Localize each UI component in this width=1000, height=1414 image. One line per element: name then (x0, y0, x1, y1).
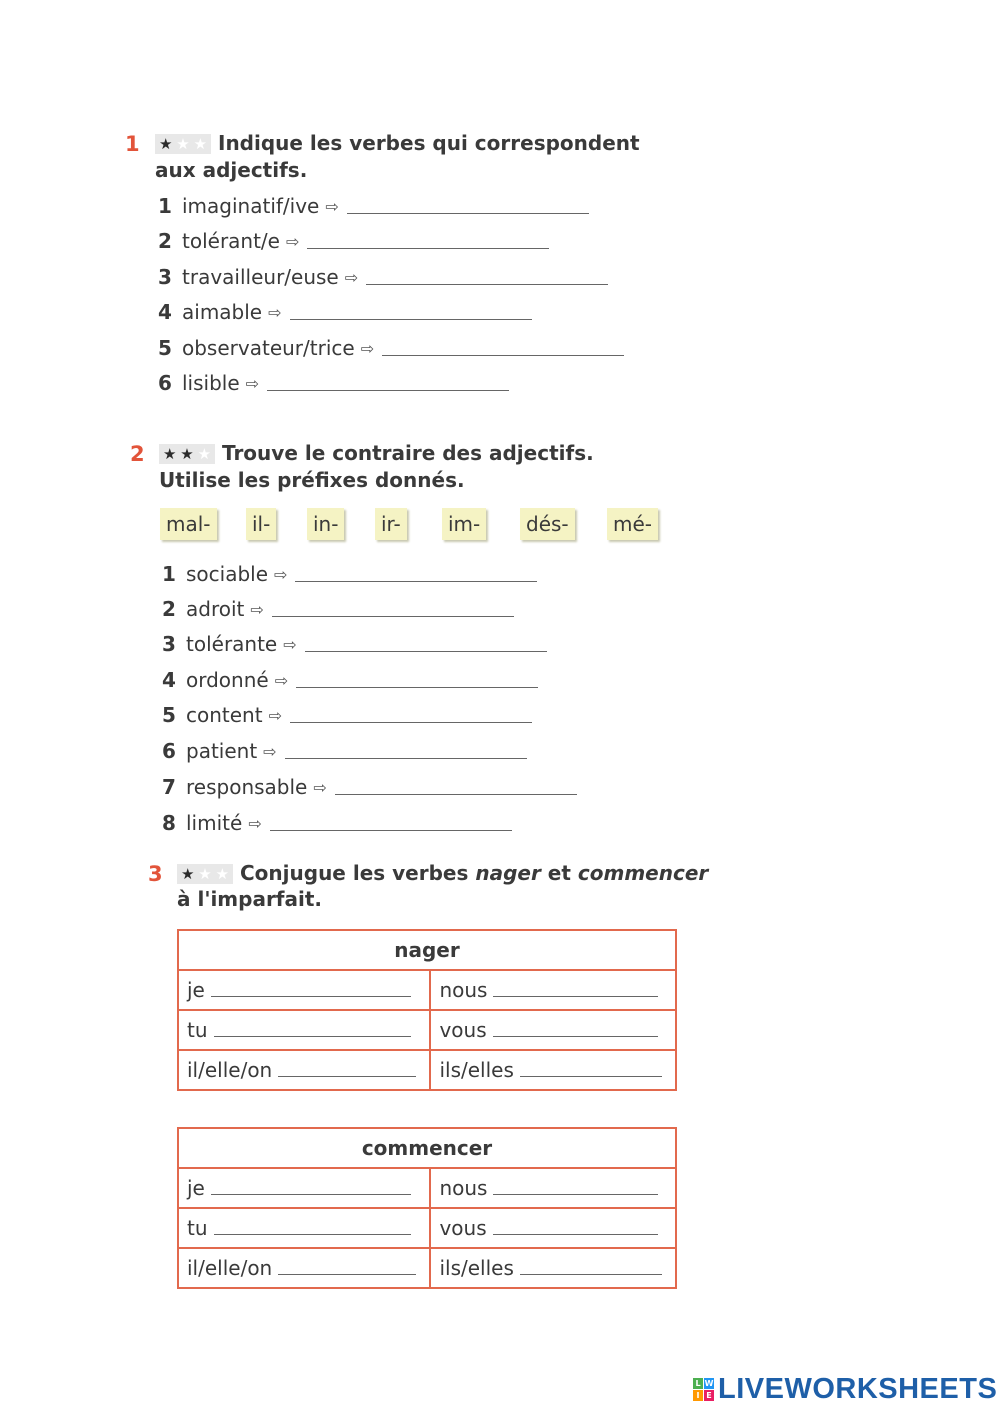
difficulty-stars (177, 864, 233, 884)
arrow-right-icon: ⇨ (268, 302, 282, 322)
item-number: 8 (162, 811, 176, 835)
arrow-right-icon: ⇨ (274, 670, 289, 690)
list-item (162, 703, 532, 727)
arrow-right-icon: ⇨ (285, 231, 300, 251)
exercise-title-line2: à l'imparfait. (177, 887, 323, 911)
answer-blank[interactable] (290, 305, 532, 320)
answer-blank[interactable] (493, 984, 658, 997)
answer-blank[interactable] (493, 1222, 658, 1235)
item-number: 4 (162, 668, 176, 692)
prefix-card: ir- (375, 508, 407, 540)
item-word: tolérant/e (182, 229, 280, 253)
item-number: 3 (158, 265, 172, 289)
arrow-right-icon: ⇨ (250, 599, 264, 619)
answer-blank[interactable] (520, 1064, 662, 1077)
answer-blank[interactable] (272, 602, 514, 617)
item-word: patient (186, 739, 258, 763)
item-number: 6 (158, 371, 172, 395)
answer-blank[interactable] (520, 1262, 662, 1275)
table-cell: il/elle/on (178, 1050, 430, 1090)
arrow-right-icon: ⇨ (325, 196, 339, 216)
answer-blank[interactable] (267, 376, 509, 391)
answer-blank[interactable] (296, 673, 538, 688)
item-number: 7 (162, 775, 176, 799)
list-item (158, 300, 532, 324)
item-word: tolérante (186, 632, 278, 656)
list-item (162, 562, 537, 586)
answer-blank[interactable] (278, 1064, 416, 1077)
item-word: travailleur/euse (182, 265, 339, 289)
difficulty-stars (155, 134, 211, 154)
arrow-right-icon: ⇨ (248, 813, 262, 833)
arrow-right-icon: ⇨ (313, 777, 327, 797)
answer-blank[interactable] (270, 816, 512, 831)
exercise-number: 2 (130, 442, 145, 466)
exercise-number: 1 (125, 132, 140, 156)
table-cell: nous (430, 970, 676, 1010)
prefix-card: im- (442, 508, 486, 540)
answer-blank[interactable] (214, 1024, 411, 1037)
item-word: responsable (186, 775, 308, 799)
answer-blank[interactable] (305, 637, 547, 652)
answer-blank[interactable] (211, 984, 411, 997)
item-number: 5 (158, 336, 172, 360)
table-header: nager (178, 930, 676, 970)
prefix-card: il- (246, 508, 276, 540)
table-cell: je (178, 1168, 430, 1208)
item-number: 2 (162, 597, 176, 621)
logo-icon: L W I E (693, 1378, 714, 1401)
item-number: 3 (162, 632, 176, 656)
list-item (158, 371, 509, 395)
answer-blank[interactable] (307, 234, 549, 249)
arrow-right-icon: ⇨ (274, 564, 288, 584)
table-cell: nous (430, 1168, 676, 1208)
item-word: limité (186, 811, 243, 835)
answer-blank[interactable] (285, 744, 527, 759)
list-item (158, 229, 549, 253)
list-item (162, 775, 577, 799)
answer-blank[interactable] (290, 708, 532, 723)
list-item (158, 265, 608, 289)
item-word: content (186, 703, 263, 727)
prefix-card: in- (307, 508, 344, 540)
item-number: 5 (162, 703, 176, 727)
list-item (162, 632, 547, 656)
star-filled-icon: ★ (162, 444, 177, 463)
list-item (158, 336, 624, 360)
table-cell: ils/elles (430, 1248, 676, 1288)
answer-blank[interactable] (347, 199, 589, 214)
item-number: 1 (158, 194, 172, 218)
item-word: ordonné (186, 668, 269, 692)
exercise-number: 3 (148, 862, 163, 886)
arrow-right-icon: ⇨ (268, 705, 282, 725)
table-cell: ils/elles (430, 1050, 676, 1090)
item-number: 6 (162, 739, 176, 763)
answer-blank[interactable] (366, 270, 608, 285)
prefix-card: mal- (160, 508, 217, 540)
table-cell: il/elle/on (178, 1248, 430, 1288)
arrow-right-icon: ⇨ (360, 338, 375, 358)
exercise-title-line1: Conjugue les verbes nager et commencer (240, 861, 709, 885)
conjugation-table-nager (177, 929, 677, 1091)
star-empty-icon: ★ (193, 134, 208, 153)
exercise-title-line1: Trouve le contraire des adjectifs. (222, 441, 594, 465)
item-number: 4 (158, 300, 172, 324)
brand-name: LIVEWORKSHEETS (718, 1373, 998, 1405)
table-cell: vous (430, 1208, 676, 1248)
list-item (162, 668, 538, 692)
star-filled-icon: ★ (180, 864, 195, 883)
star-empty-icon: ★ (176, 134, 190, 153)
answer-blank[interactable] (211, 1182, 411, 1195)
list-item (158, 194, 589, 218)
prefix-card: mé- (607, 508, 658, 540)
list-item (162, 739, 527, 763)
star-filled-icon: ★ (180, 444, 194, 463)
exercise-title-line2: Utilise les préfixes donnés. (159, 468, 465, 492)
list-item (162, 597, 514, 621)
item-word: sociable (186, 562, 269, 586)
table-cell: je (178, 970, 430, 1010)
item-word: aimable (182, 300, 263, 324)
table-header: commencer (178, 1128, 676, 1168)
item-word: imaginatif/ive (182, 194, 320, 218)
item-word: adroit (186, 597, 245, 621)
item-number: 1 (162, 562, 176, 586)
table-cell: tu (178, 1010, 430, 1050)
conjugation-table-commencer (177, 1127, 677, 1289)
table-cell: vous (430, 1010, 676, 1050)
item-word: observateur/trice (182, 336, 355, 360)
answer-blank[interactable] (278, 1262, 416, 1275)
star-empty-icon: ★ (215, 864, 230, 883)
liveworksheets-logo (693, 1373, 997, 1406)
answer-blank[interactable] (493, 1182, 658, 1195)
prefix-card: dés- (520, 508, 575, 540)
list-item (162, 811, 512, 835)
answer-blank[interactable] (295, 567, 537, 582)
exercise-title-line2: aux adjectifs. (155, 158, 308, 182)
answer-blank[interactable] (382, 341, 624, 356)
arrow-right-icon: ⇨ (344, 267, 359, 287)
difficulty-stars (159, 444, 215, 464)
arrow-right-icon: ⇨ (283, 634, 297, 654)
item-word: lisible (182, 371, 240, 395)
arrow-right-icon: ⇨ (245, 373, 260, 393)
answer-blank[interactable] (214, 1222, 411, 1235)
item-number: 2 (158, 229, 172, 253)
star-filled-icon: ★ (158, 134, 173, 153)
star-empty-icon: ★ (198, 864, 212, 883)
answer-blank[interactable] (335, 780, 577, 795)
table-cell: tu (178, 1208, 430, 1248)
exercise-title-line1: Indique les verbes qui correspondent (218, 131, 640, 155)
arrow-right-icon: ⇨ (263, 741, 277, 761)
answer-blank[interactable] (493, 1024, 658, 1037)
star-empty-icon: ★ (197, 444, 212, 463)
